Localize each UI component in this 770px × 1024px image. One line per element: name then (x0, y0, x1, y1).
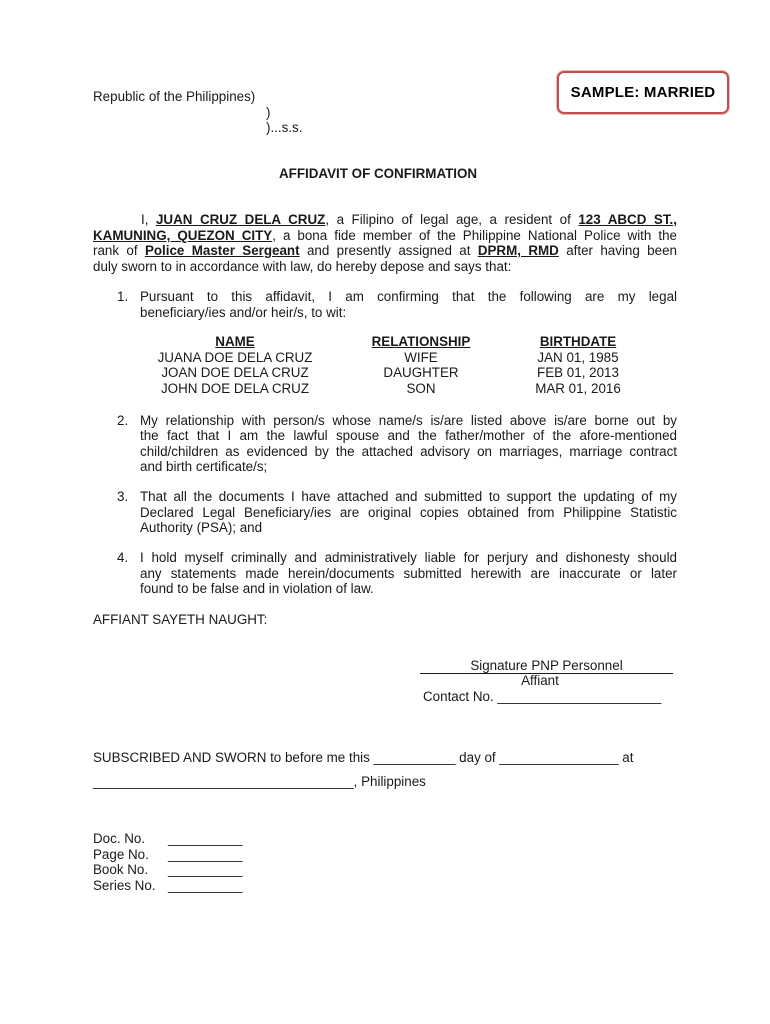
contact-number: Contact No. ______________________ (423, 689, 662, 704)
intro-line-1 (141, 212, 677, 227)
venue-line-2: ) (266, 105, 271, 120)
address-line-2: KAMUNING, QUEZON CITY (93, 228, 273, 243)
venue-line-1: Republic of the Philippines) (93, 89, 256, 104)
item-3-line-2: Declared Legal Beneficiary/ies are original copies obtained from Philippine Statistic (140, 505, 677, 520)
item-2-line-4: and birth certificate/s; (140, 459, 268, 474)
intro-text: rank of (93, 243, 145, 258)
table-cell: JUANA DOE DELA CRUZ (157, 349, 313, 365)
table-column-name (140, 334, 330, 396)
item-2-line-3: child/children as evidenced by the attached advisory on marriages, marriage contract (140, 444, 677, 459)
book-no-blank: __________ (168, 862, 243, 877)
item-3-number: 3. (117, 489, 129, 504)
item-1-number: 1. (117, 289, 129, 304)
item-1-line-1: Pursuant to this affidavit, I am confirming that the following are my legal (140, 289, 677, 304)
assignment-unit: DPRM, RMD (477, 243, 559, 258)
venue-line-3: )...s.s. (266, 120, 303, 135)
item-4-line-1: I hold myself criminally and administratively liable for perjury and dishonesty should (140, 550, 677, 565)
sample-stamp (557, 71, 729, 114)
table-cell: SON (406, 380, 436, 396)
doc-no-blank: __________ (168, 831, 243, 846)
item-3-line-3: Authority (PSA); and (140, 520, 263, 535)
doc-no-label: Doc. No. (93, 831, 146, 846)
table-cell: JOAN DOE DELA CRUZ (161, 365, 309, 380)
series-no-blank: __________ (168, 878, 243, 893)
closing-statement: AFFIANT SAYETH NAUGHT: (93, 612, 268, 627)
table-cell: MAR 01, 2016 (535, 380, 621, 396)
rank: Police Master Sergeant (144, 243, 300, 258)
page-no-label: Page No. (93, 847, 149, 862)
item-2-number: 2. (117, 413, 129, 428)
intro-text: I, (141, 212, 156, 227)
item-1-line-2: beneficiary/ies and/or heir/s, to wit: (140, 305, 347, 320)
page-no-blank: __________ (168, 847, 243, 862)
table-cell: WIFE (404, 349, 438, 365)
table-cell: JOHN DOE DELA CRUZ (160, 380, 310, 396)
series-no-label: Series No. (93, 878, 156, 893)
table-cell: FEB 01, 2013 (537, 365, 619, 380)
intro-line-3 (93, 243, 677, 258)
item-3-line-1: That all the documents I have attached and submitted to support the updating of my (140, 489, 677, 504)
table-cell: DAUGHTER (383, 365, 459, 380)
table-header-name: NAME (215, 334, 255, 349)
table-header-birthdate: BIRTHDATE (539, 334, 617, 349)
table-column-birthdate (520, 334, 636, 396)
intro-text: , a Filipino of legal age, a resident of (325, 212, 579, 227)
table-column-relationship (355, 334, 487, 396)
intro-text: and presently assigned at (299, 243, 478, 258)
item-4-line-3: found to be false and in violation of law. (140, 581, 374, 596)
book-no-label: Book No. (93, 862, 149, 877)
affiant-label: Affiant (521, 673, 559, 688)
sworn-line-2: ___________________________________, Philippines (93, 774, 426, 789)
intro-line-2 (93, 228, 677, 243)
address-line-1: 123 ABCD ST., (578, 212, 677, 227)
intro-line-4: duly sworn to in accordance with law, do hereby depose and says that: (93, 259, 512, 274)
sworn-line-1: SUBSCRIBED AND SWORN to before me this ___________ day of ________________ at (93, 750, 634, 765)
intro-text: after having been (558, 243, 677, 258)
item-2-line-2: the fact that I am the lawful spouse and the father/mother of the afore-mentioned (140, 428, 677, 443)
item-2-line-1: My relationship with person/s whose name/s is/are listed above is/are borne out by (140, 413, 677, 428)
signature-line: Signature PNP Personnel (420, 658, 673, 674)
table-cell: JAN 01, 1985 (537, 349, 619, 365)
intro-text: , a bona fide member of the Philippine National Police with the (272, 228, 677, 243)
item-4-number: 4. (117, 550, 129, 565)
table-header-relationship: RELATIONSHIP (371, 334, 471, 349)
affiant-name: JUAN CRUZ DELA CRUZ (155, 212, 326, 227)
sample-stamp-text: SAMPLE: MARRIED (570, 84, 716, 101)
item-4-line-2: any statements made herein/documents submitted herewith are inaccurate or later (140, 566, 677, 581)
document-title: AFFIDAVIT OF CONFIRMATION (279, 166, 478, 181)
